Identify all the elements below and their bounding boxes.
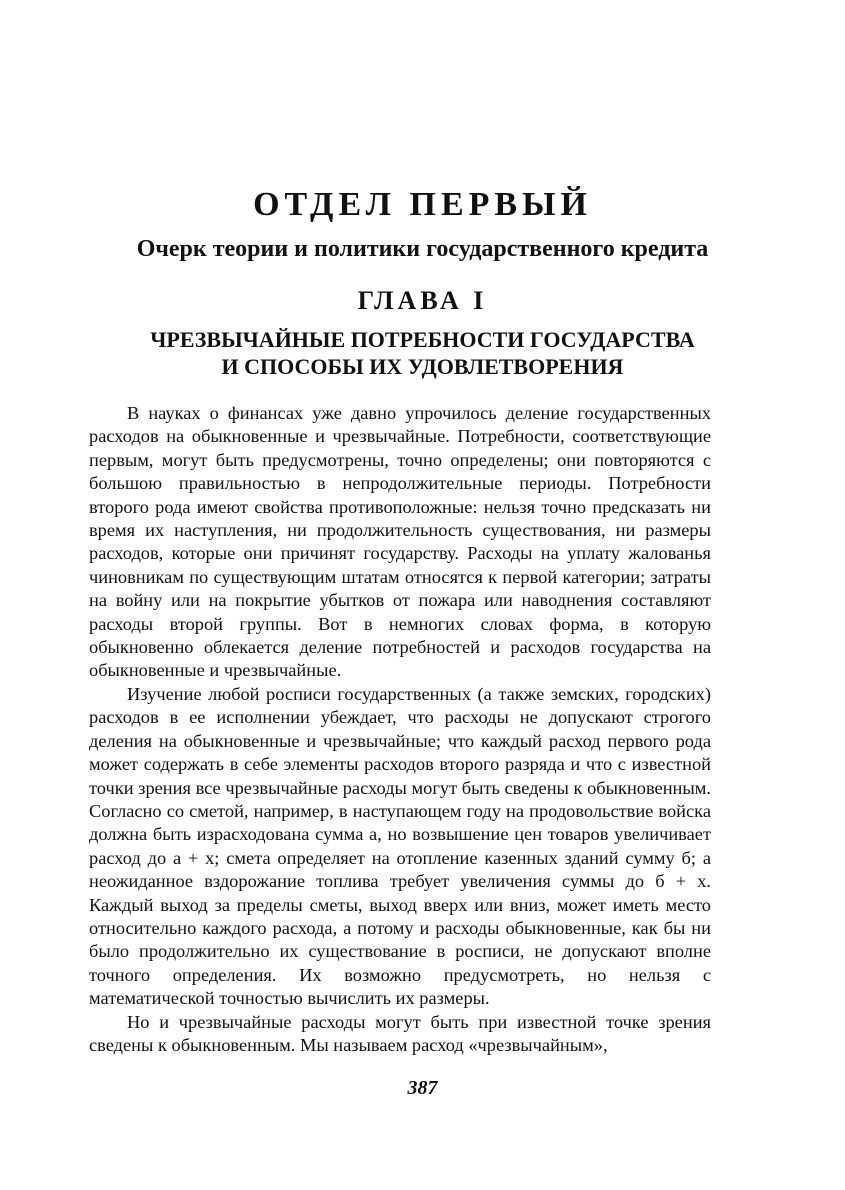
chapter-heading-line-1: ЧРЕЗВЫЧАЙНЫЕ ПОТРЕБНОСТИ ГОСУДАРСТВА	[150, 327, 695, 352]
paragraph-1: В науках о финансах уже давно упрочилось деление государственных расходов на обыкновенные и чрезвычайные. Потребности, соответствующие первым, могут быть предусмотрены, точно определены; они повторяются с большою правильностью в непродолжительные периоды. Потребности второго рода имеют свойства противоположные: нельзя точно предсказать ни время их наступления, ни продолжительность существования, ни размеры расходов, которые они причинят государству. Расходы на уплату жалованья чиновникам по существующим штатам относятся к первой категории; затраты на войну или на покрытие убытков от пожара или наводнения составляют расходы второй группы. Вот в немногих словах форма, в которую обыкновенно облекается деление потребностей и расходов государства на обыкновенные и чрезвычайные.	[89, 403, 711, 681]
chapter-number: ГЛАВА I	[357, 286, 488, 315]
body-text	[89, 402, 711, 1057]
paragraph-2: Изучение любой росписи государственных (а также земских, городских) расходов в ее исполнении убеждает, что расходы не допускают строгого деления на обыкновенные и чрезвычайные; что каждый расход первого рода может содержать в себе элементы расходов второго разряда и что с известной точки зрения все чрезвычайные расходы могут быть сведены к обыкновенным. Согласно со сметой, например, в наступающем году на продовольствие войска должна быть израсходована сумма a, но возвышение цен товаров увеличивает расход до a + x; смета определяет на отопление казенных зданий сумму б; а неожиданное вздорожание топлива требует увеличения суммы до б + x. Каждый выход за пределы сметы, выход вверх или вниз, может иметь место относительно каждого расхода, а потому и расходы обыкновенные, как бы ни было продолжительно их существование в росписи, не допускают вполне точного определения. Их возможно предусмотреть, но нельзя с математической точностью вычислить их размеры.	[89, 683, 711, 1009]
paragraph-3: Но и чрезвычайные расходы могут быть при известной точке зрения сведены к обыкновенным. Мы называем расход «чрезвычайным»,	[89, 1011, 711, 1055]
section-title: ОТДЕЛ ПЕРВЫЙ	[253, 186, 592, 223]
chapter-heading	[0, 326, 845, 380]
page-number: 387	[407, 1077, 438, 1099]
chapter-heading-line-2: И СПОСОБЫ ИХ УДОВЛЕТВОРЕНИЯ	[221, 354, 624, 379]
section-subtitle: Очерк теории и политики государственного кредита	[136, 236, 709, 262]
